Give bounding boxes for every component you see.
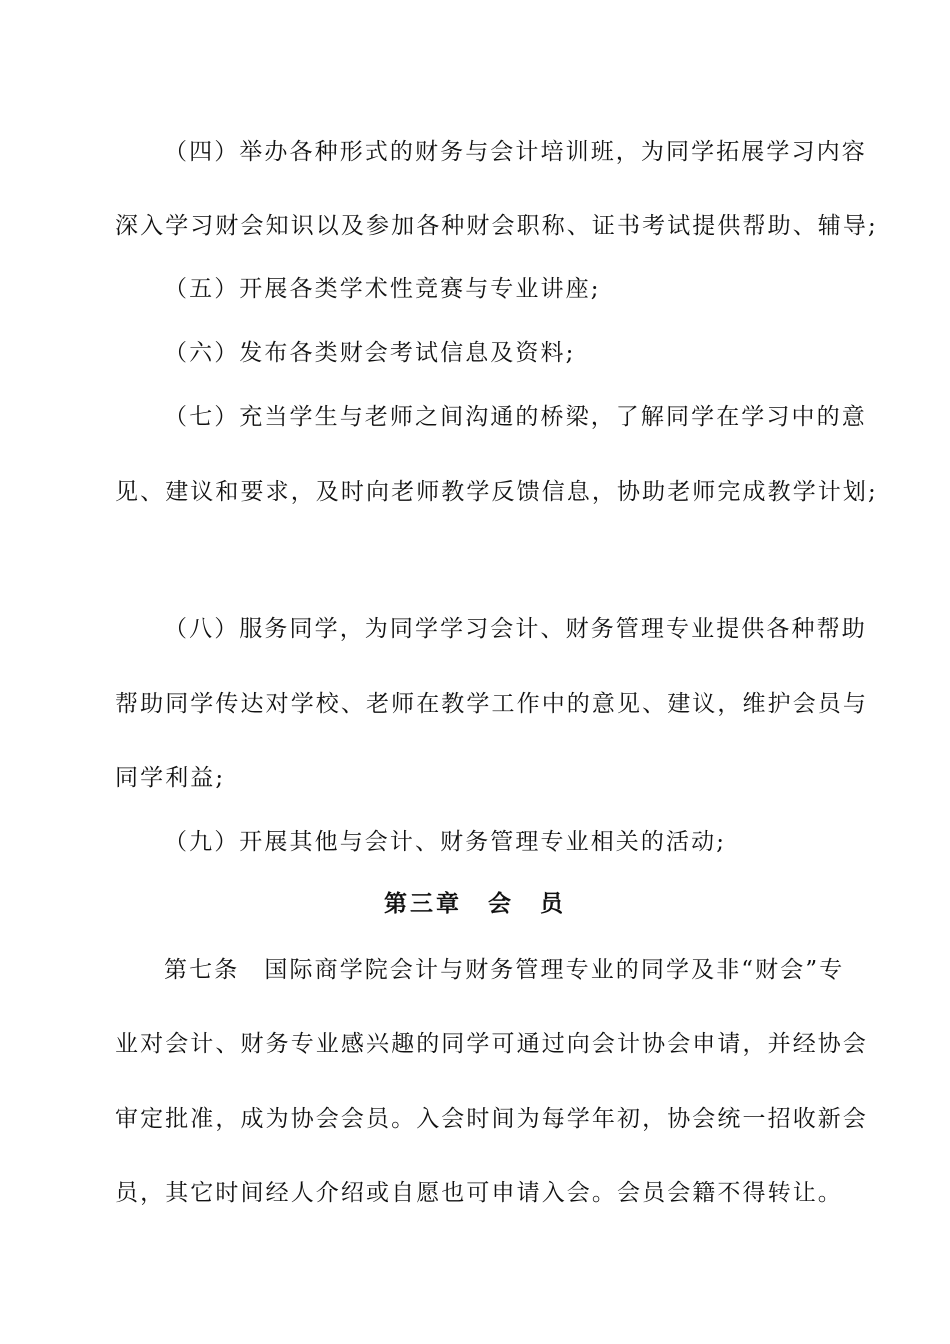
article-7-line-4: 员，其它时间经人介绍或自愿也可申请入会。会员会籍不得转让。 <box>115 1180 843 1206</box>
paragraph-item-6: （六）发布各类财会考试信息及资料; <box>164 340 576 366</box>
paragraph-item-7-line-2: 见、建议和要求，及时向老师教学反馈信息，协助老师完成教学计划; <box>115 479 878 505</box>
article-7-line-2: 业对会计、财务专业感兴趣的同学可通过向会计协会申请，并经协会 <box>115 1031 868 1057</box>
chapter-heading: 第三章 会 员 <box>384 890 566 917</box>
paragraph-item-8-line-1: （八）服务同学，为同学学习会计、财务管理专业提供各种帮助 <box>164 616 867 642</box>
article-7-line-3: 审定批准，成为协会会员。入会时间为每学年初，协会统一招收新会 <box>115 1106 868 1132</box>
paragraph-item-8-line-3: 同学利益; <box>115 765 226 791</box>
article-7-line-1: 第七条 国际商学院会计与财务管理专业的同学及非“财会”专 <box>164 957 845 983</box>
paragraph-item-4-line-1: （四）举办各种形式的财务与会计培训班，为同学拓展学习内容 <box>164 139 867 165</box>
paragraph-item-9: （九）开展其他与会计、财务管理专业相关的活动; <box>164 829 727 855</box>
paragraph-item-8-line-2: 帮助同学传达对学校、老师在教学工作中的意见、建议，维护会员与 <box>115 691 868 717</box>
paragraph-item-4-line-2: 深入学习财会知识以及参加各种财会职称、证书考试提供帮助、辅导; <box>115 213 878 239</box>
paragraph-item-7-line-1: （七）充当学生与老师之间沟通的桥梁，了解同学在学习中的意 <box>164 404 867 430</box>
paragraph-item-5: （五）开展各类学术性竞赛与专业讲座; <box>164 276 601 302</box>
